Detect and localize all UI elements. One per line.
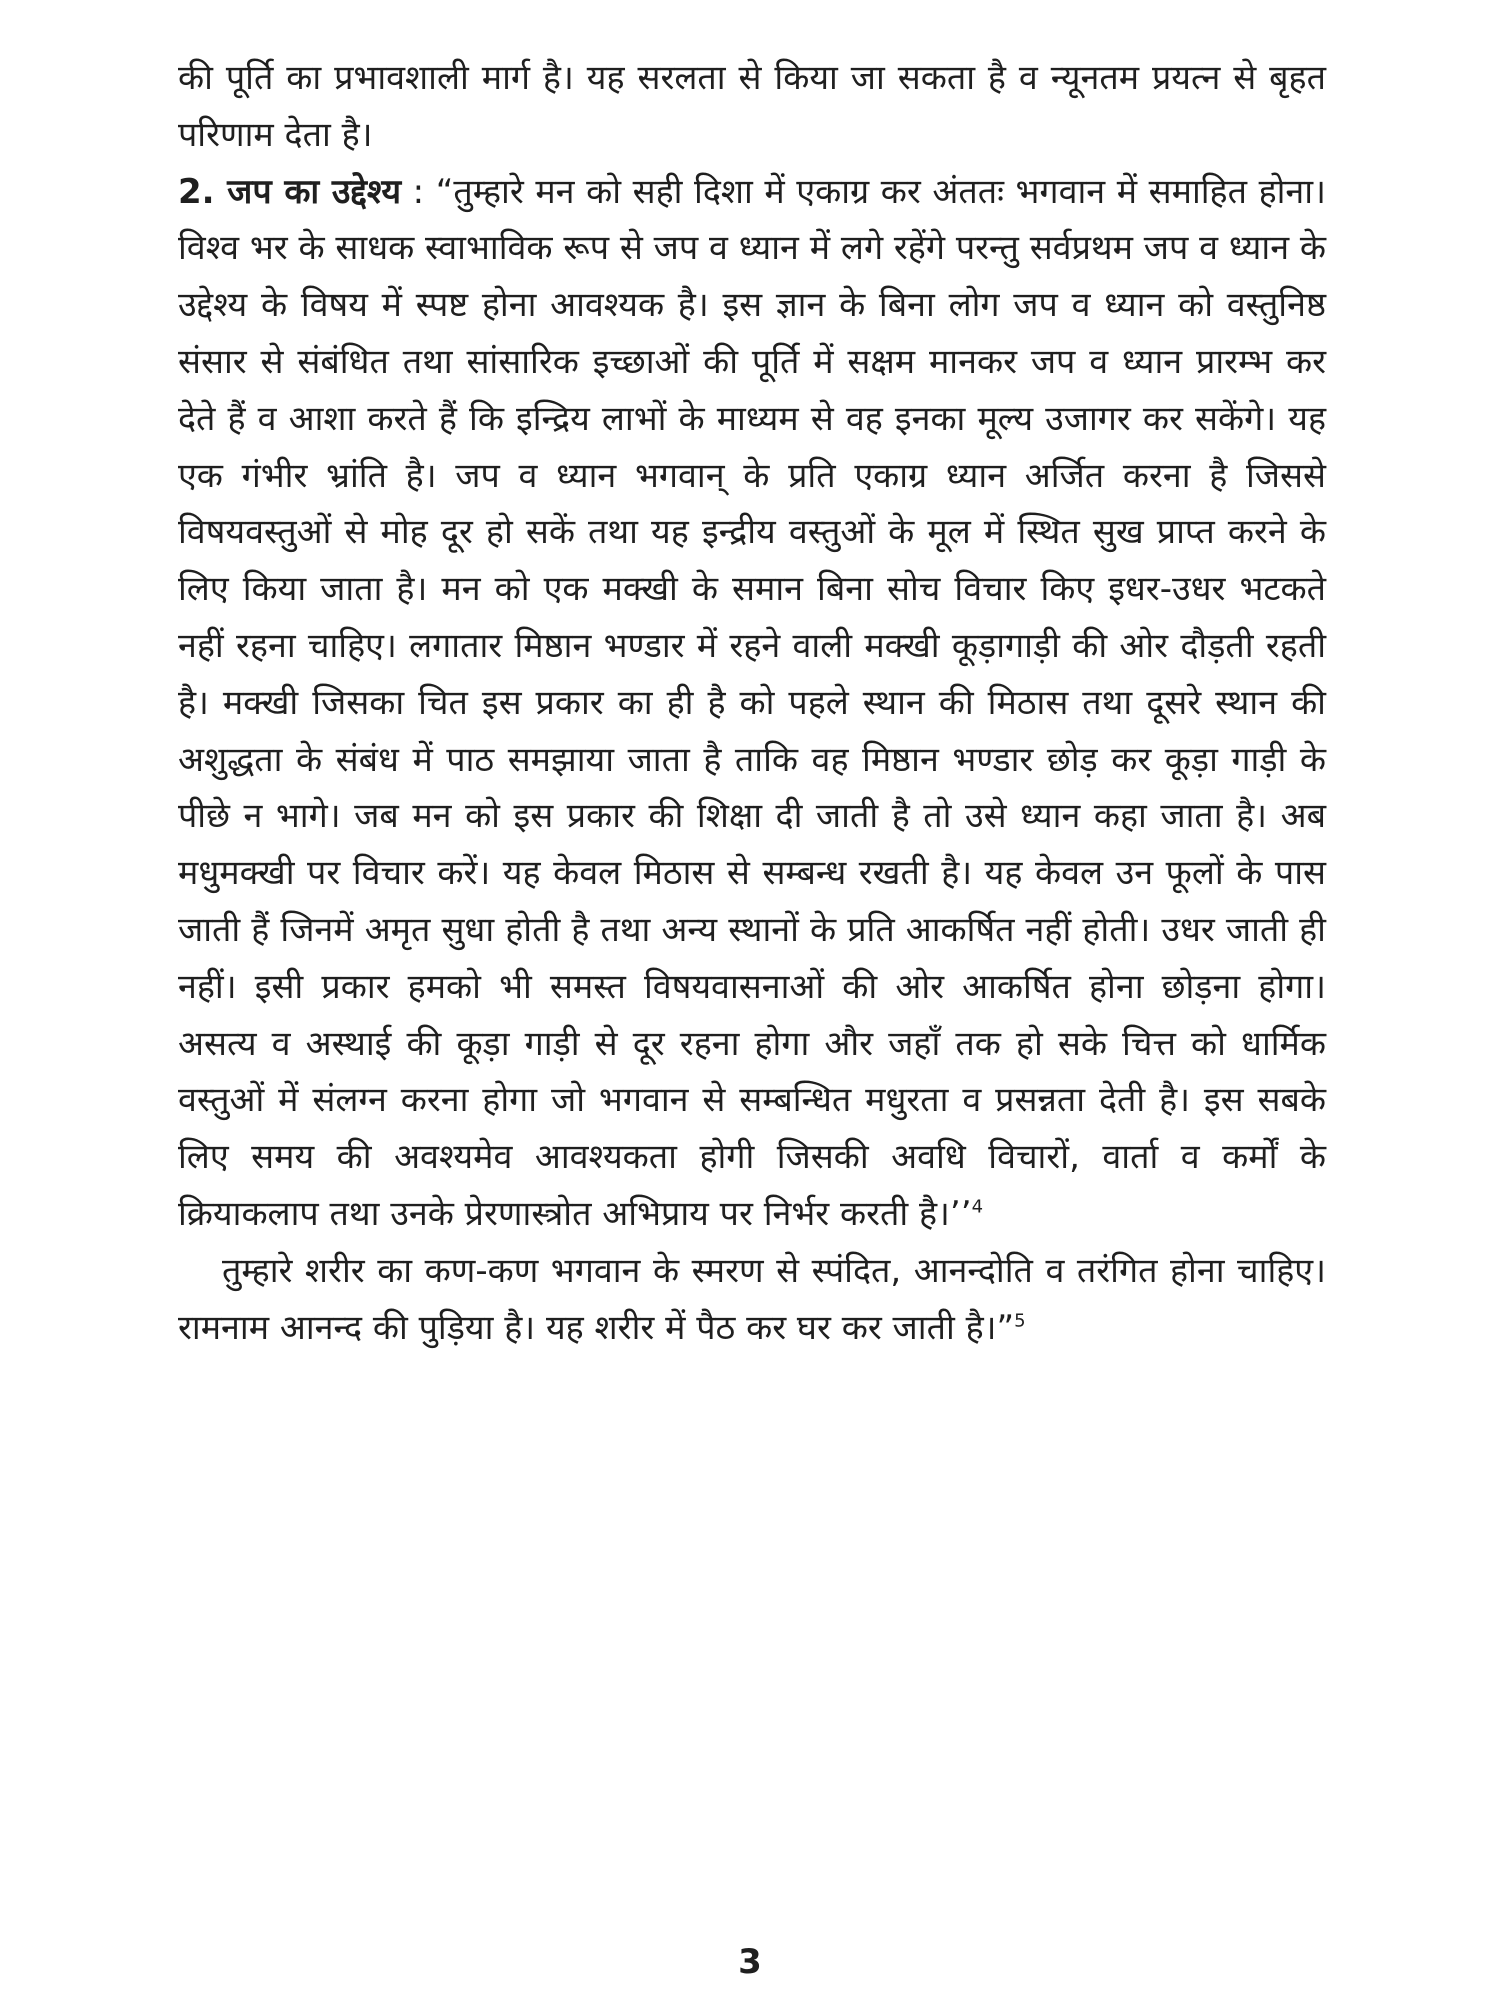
paragraph-intro [178, 50, 1326, 164]
paragraph-intro-text: की पूर्ति का प्रभावशाली मार्ग है। यह सरलता से किया जा सकता है व न्यूनतम प्रयत्न से बृहत परिणाम देता है। [178, 58, 1326, 155]
paragraph-closing-text: तुम्हारे शरीर का कण-कण भगवान के स्मरण से स्पंदित, आनन्दोति व तरंगित होना चाहिए। रामनाम आनन्द की पुड़िया है। यह शरीर में पैठ कर घर कर जाती है।” [178, 1250, 1326, 1348]
footnote-marker-5: 5 [1014, 1310, 1026, 1332]
section-heading: 2. जप का उद्देश्य [178, 171, 402, 212]
paragraph-section-2 [178, 164, 1326, 1243]
paragraph-closing [178, 1243, 1326, 1357]
page-number: 3 [738, 1942, 762, 1982]
document-page [178, 50, 1326, 1930]
section-separator: : [401, 171, 436, 212]
footnote-marker-4: 4 [971, 1196, 984, 1218]
section-body: “तुम्हारे मन को सही दिशा में एकाग्र कर अंततः भगवान में समाहित होना। विश्व भर के साधक स्वाभाविक रूप से जप व ध्यान में लगे रहेंगे परन्तु सर्वप्रथम जप व ध्यान के उद्देश्य के विषय में स्पष्ट होना आवश्यक है। इस ज्ञान के बिना लोग जप व ध्यान को वस्तुनिष्ठ संसार से संबंधित तथा सांसारिक इच्छाओं की पूर्ति में सक्षम मानकर जप व ध्यान प्रारम्भ कर देते हैं व आशा करते हैं कि इन्द्रिय लाभों के माध्यम से वह इनका मूल्य उजागर कर सकेंगे। यह एक गंभीर भ्रांति है। जप व ध्यान भगवान् के प्रति एकाग्र ध्यान अर्जित करना है जिससे विषयवस्तुओं से मोह दूर हो सकें तथा यह इन्द्रीय वस्तुओं के मूल में स्थित सुख प्राप्त करने के लिए किया जाता है। मन को एक मक्खी के समान बिना सोच विचार किए इधर-उधर भटकते नहीं रहना चाहिए। लगातार मिष्ठान भण्डार में रहने वाली मक्खी कूड़ागाड़ी की ओर दौड़ती रहती है। मक्खी जिसका चित इस प्रकार का ही है को पहले स्थान की मिठास तथा दूसरे स्थान की अशुद्धता के संबंध में पाठ समझाया जाता है ताकि वह मिष्ठान भण्डार छोड़ कर कूड़ा गाड़ी के पीछे न भागे। जब मन को इस प्रकार की शिक्षा दी जाती है तो उसे ध्यान कहा जाता है। अब मधुमक्खी पर विचार करें। यह केवल मिठास से सम्बन्ध रखती है। यह केवल उन फूलों के पास जाती हैं जिनमें अमृत सुधा होती है तथा अन्य स्थानों के प्रति आकर्षित नहीं होती। उधर जाती ही नहीं। इसी प्रकार हमको भी समस्त विषयवासनाओं की ओर आकर्षित होना छोड़ना होगा। असत्य व अस्थाई की कूड़ा गाड़ी से दूर रहना होगा और जहाँ तक हो सके चित्त को धार्मिक वस्तुओं में संलग्न करना होगा जो भगवान से सम्बन्धित मधुरता व प्रसन्नता देती है। इस सबके लिए समय की अवश्यमेव आवश्यकता होगी जिसकी अवधि विचारों, वार्ता व कर्मों के क्रियाकलाप तथा उनके प्रेरणास्त्रोत अभिप्राय पर निर्भर करती है।’’ [178, 171, 1326, 1234]
